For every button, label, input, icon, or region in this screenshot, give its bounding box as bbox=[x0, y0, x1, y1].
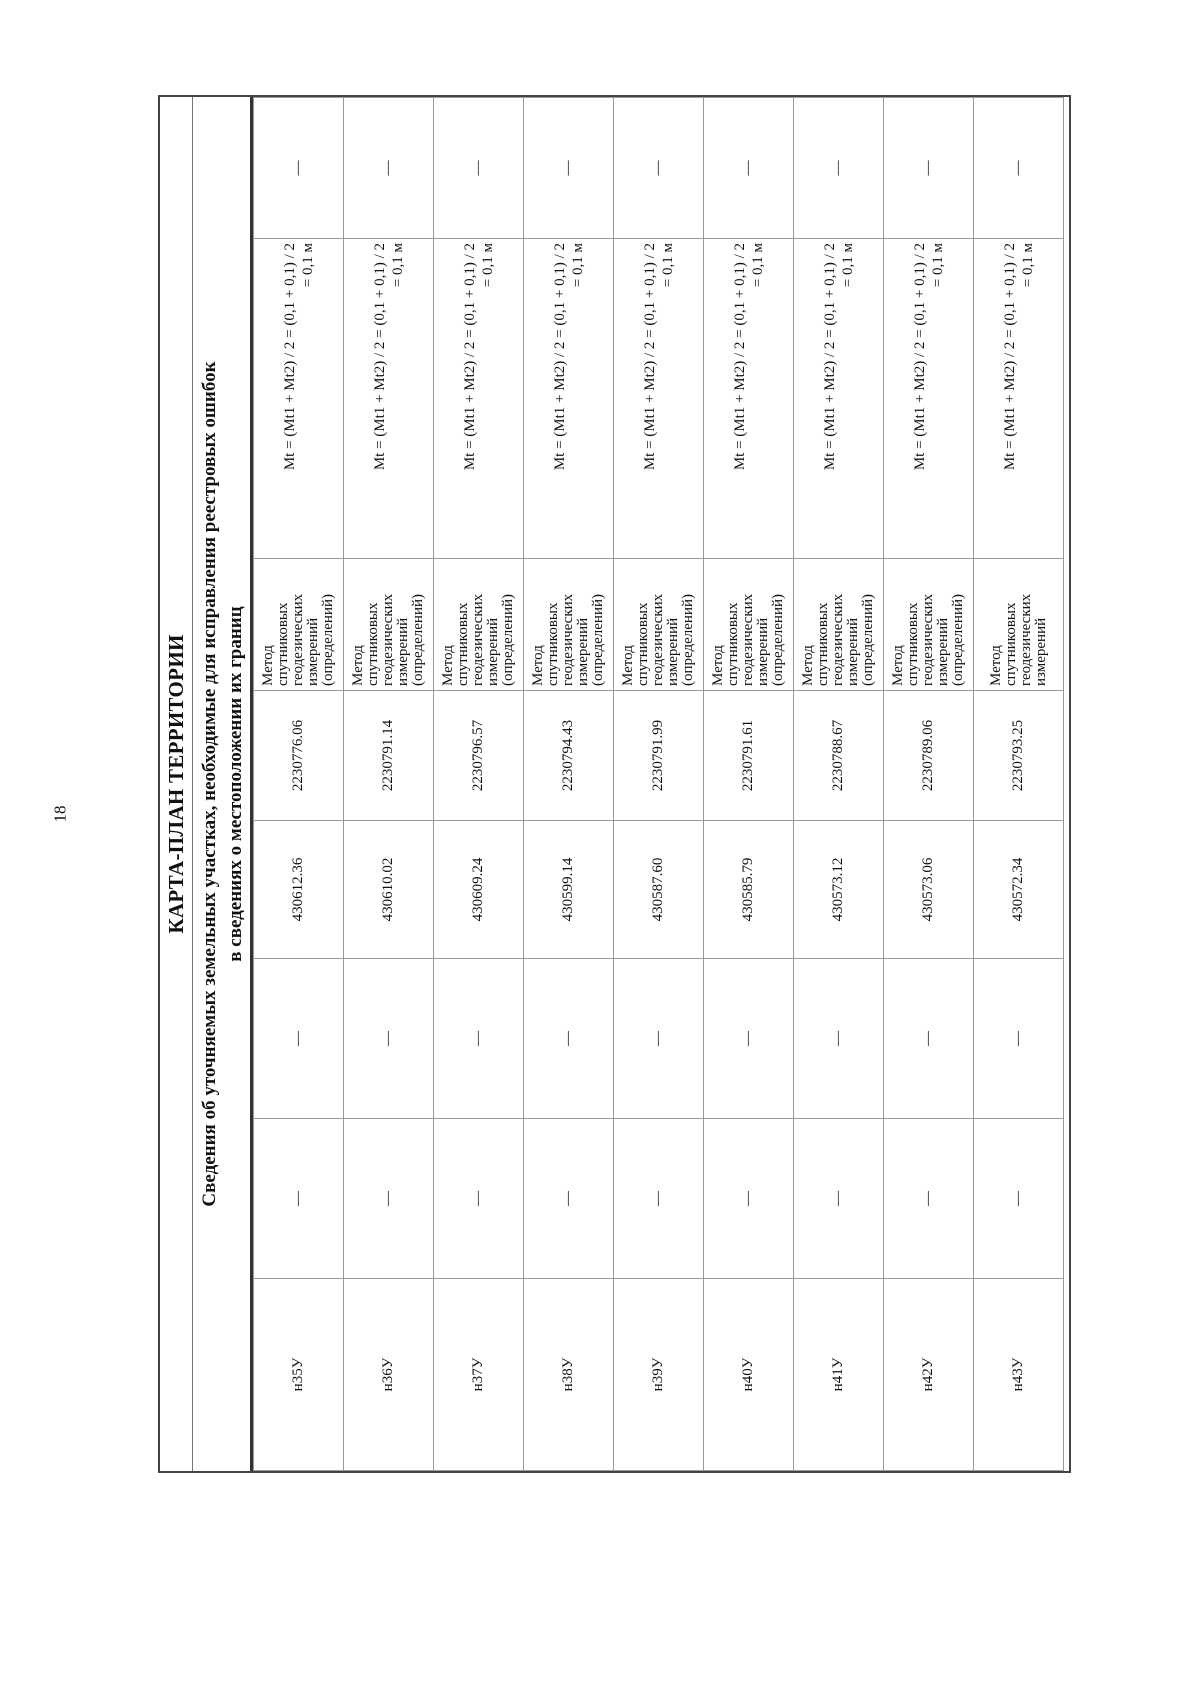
formula-text: Mt = (Mt1 + Mt2) / 2 = (0,1 + 0,1) / 2 bbox=[641, 243, 658, 471]
table-row bbox=[434, 98, 524, 1471]
formula-result: = 0,1 м bbox=[389, 243, 406, 288]
accuracy-formula-cell bbox=[434, 239, 524, 559]
accuracy-formula-cell bbox=[884, 239, 974, 559]
empty-dash-cell: — bbox=[254, 1119, 344, 1279]
accuracy-formula-cell bbox=[704, 239, 794, 559]
empty-dash-cell: — bbox=[884, 1119, 974, 1279]
table-row bbox=[884, 98, 974, 1471]
empty-dash-cell: — bbox=[704, 1119, 794, 1279]
table-row bbox=[614, 98, 704, 1471]
coordinate-x-cell: 430572.34 bbox=[974, 821, 1064, 959]
method-cell: Метод спутниковых геодезических измерений bbox=[974, 559, 1064, 691]
empty-dash-cell: — bbox=[344, 1119, 434, 1279]
method-cell: Метод спутниковых геодезических измерений (определений) bbox=[614, 559, 704, 691]
point-name-cell: н42У bbox=[884, 1279, 974, 1471]
accuracy-formula-cell bbox=[254, 239, 344, 559]
formula-text: Mt = (Mt1 + Mt2) / 2 = (0,1 + 0,1) / 2 bbox=[551, 243, 568, 471]
empty-dash-cell: — bbox=[254, 959, 344, 1119]
table-row bbox=[254, 98, 344, 1471]
points-table bbox=[253, 97, 1064, 1471]
formula-text: Mt = (Mt1 + Mt2) / 2 = (0,1 + 0,1) / 2 bbox=[821, 243, 838, 471]
empty-dash-cell: — bbox=[974, 1119, 1064, 1279]
accuracy-formula-cell bbox=[614, 239, 704, 559]
accuracy-formula-cell bbox=[974, 239, 1064, 559]
empty-dash-cell: — bbox=[434, 1119, 524, 1279]
coordinate-y-cell: 2230796.57 bbox=[434, 691, 524, 821]
table-row bbox=[974, 98, 1064, 1471]
method-cell: Метод спутниковых геодезических измерений (определений) bbox=[794, 559, 884, 691]
empty-dash-cell: — bbox=[254, 98, 344, 239]
accuracy-formula-cell bbox=[794, 239, 884, 559]
point-name-cell: н40У bbox=[704, 1279, 794, 1471]
empty-dash-cell: — bbox=[614, 959, 704, 1119]
point-name-cell: н39У bbox=[614, 1279, 704, 1471]
formula-result: = 0,1 м bbox=[839, 243, 856, 288]
point-name-cell: н43У bbox=[974, 1279, 1064, 1471]
coordinate-x-cell: 430573.06 bbox=[884, 821, 974, 959]
table-row bbox=[344, 98, 434, 1471]
formula-result: = 0,1 м bbox=[929, 243, 946, 288]
formula-result: = 0,1 м bbox=[299, 243, 316, 288]
formula-text: Mt = (Mt1 + Mt2) / 2 = (0,1 + 0,1) / 2 bbox=[1001, 243, 1018, 471]
empty-dash-cell: — bbox=[344, 98, 434, 239]
empty-dash-cell: — bbox=[884, 98, 974, 239]
sheet-title: КАРТА-ПЛАН ТЕРРИТОРИИ bbox=[160, 97, 193, 1471]
empty-dash-cell: — bbox=[524, 1119, 614, 1279]
empty-dash-cell: — bbox=[974, 98, 1064, 239]
rotated-sheet bbox=[158, 95, 1071, 1473]
coordinate-y-cell: 2230788.67 bbox=[794, 691, 884, 821]
coordinate-x-cell: 430599.14 bbox=[524, 821, 614, 959]
point-name-cell: н41У bbox=[794, 1279, 884, 1471]
point-name-cell: н36У bbox=[344, 1279, 434, 1471]
formula-result: = 0,1 м bbox=[749, 243, 766, 288]
formula-text: Mt = (Mt1 + Mt2) / 2 = (0,1 + 0,1) / 2 bbox=[731, 243, 748, 471]
points-table-body bbox=[254, 98, 1064, 1471]
point-name-cell: н38У bbox=[524, 1279, 614, 1471]
table-row bbox=[794, 98, 884, 1471]
coordinate-y-cell: 2230793.25 bbox=[974, 691, 1064, 821]
method-cell: Метод спутниковых геодезических измерений (определений) bbox=[254, 559, 344, 691]
coordinate-x-cell: 430585.79 bbox=[704, 821, 794, 959]
empty-dash-cell: — bbox=[344, 959, 434, 1119]
table-row bbox=[524, 98, 614, 1471]
empty-dash-cell: — bbox=[794, 1119, 884, 1279]
point-name-cell: н37У bbox=[434, 1279, 524, 1471]
method-cell: Метод спутниковых геодезических измерений (определений) bbox=[704, 559, 794, 691]
formula-result: = 0,1 м bbox=[569, 243, 586, 288]
empty-dash-cell: — bbox=[434, 959, 524, 1119]
coordinate-y-cell: 2230791.14 bbox=[344, 691, 434, 821]
empty-dash-cell: — bbox=[614, 1119, 704, 1279]
coordinate-y-cell: 2230794.43 bbox=[524, 691, 614, 821]
empty-dash-cell: — bbox=[704, 98, 794, 239]
coordinate-y-cell: 2230791.99 bbox=[614, 691, 704, 821]
table-row bbox=[704, 98, 794, 1471]
method-cell: Метод спутниковых геодезических измерений (определений) bbox=[344, 559, 434, 691]
empty-dash-cell: — bbox=[614, 98, 704, 239]
method-cell: Метод спутниковых геодезических измерений (определений) bbox=[884, 559, 974, 691]
formula-text: Mt = (Mt1 + Mt2) / 2 = (0,1 + 0,1) / 2 bbox=[371, 243, 388, 471]
coordinate-y-cell: 2230776.06 bbox=[254, 691, 344, 821]
formula-result: = 0,1 м bbox=[479, 243, 496, 288]
formula-result: = 0,1 м bbox=[1019, 243, 1036, 288]
subtitle-line-2: в сведениях о местоположении их границ bbox=[225, 606, 246, 962]
empty-dash-cell: — bbox=[524, 959, 614, 1119]
point-name-cell: н35У bbox=[254, 1279, 344, 1471]
empty-dash-cell: — bbox=[884, 959, 974, 1119]
formula-text: Mt = (Mt1 + Mt2) / 2 = (0,1 + 0,1) / 2 bbox=[281, 243, 298, 471]
coordinate-x-cell: 430587.60 bbox=[614, 821, 704, 959]
coordinate-x-cell: 430573.12 bbox=[794, 821, 884, 959]
accuracy-formula-cell bbox=[524, 239, 614, 559]
formula-text: Mt = (Mt1 + Mt2) / 2 = (0,1 + 0,1) / 2 bbox=[911, 243, 928, 471]
coordinate-x-cell: 430612.36 bbox=[254, 821, 344, 959]
empty-dash-cell: — bbox=[434, 98, 524, 239]
formula-text: Mt = (Mt1 + Mt2) / 2 = (0,1 + 0,1) / 2 bbox=[461, 243, 478, 471]
coordinate-x-cell: 430609.24 bbox=[434, 821, 524, 959]
empty-dash-cell: — bbox=[794, 959, 884, 1119]
coordinate-y-cell: 2230791.61 bbox=[704, 691, 794, 821]
coordinate-x-cell: 430610.02 bbox=[344, 821, 434, 959]
method-cell: Метод спутниковых геодезических измерений (определений) bbox=[434, 559, 524, 691]
formula-result: = 0,1 м bbox=[659, 243, 676, 288]
subtitle-line-1: Сведения об уточняемых земельных участках, необходимые для исправления реестровых ошибок bbox=[199, 361, 220, 1207]
page-number: 18 bbox=[50, 805, 70, 823]
empty-dash-cell: — bbox=[794, 98, 884, 239]
empty-dash-cell: — bbox=[704, 959, 794, 1119]
accuracy-formula-cell bbox=[344, 239, 434, 559]
empty-dash-cell: — bbox=[974, 959, 1064, 1119]
coordinate-y-cell: 2230789.06 bbox=[884, 691, 974, 821]
empty-dash-cell: — bbox=[524, 98, 614, 239]
sheet-subtitle bbox=[193, 97, 253, 1471]
method-cell: Метод спутниковых геодезических измерений (определений) bbox=[524, 559, 614, 691]
